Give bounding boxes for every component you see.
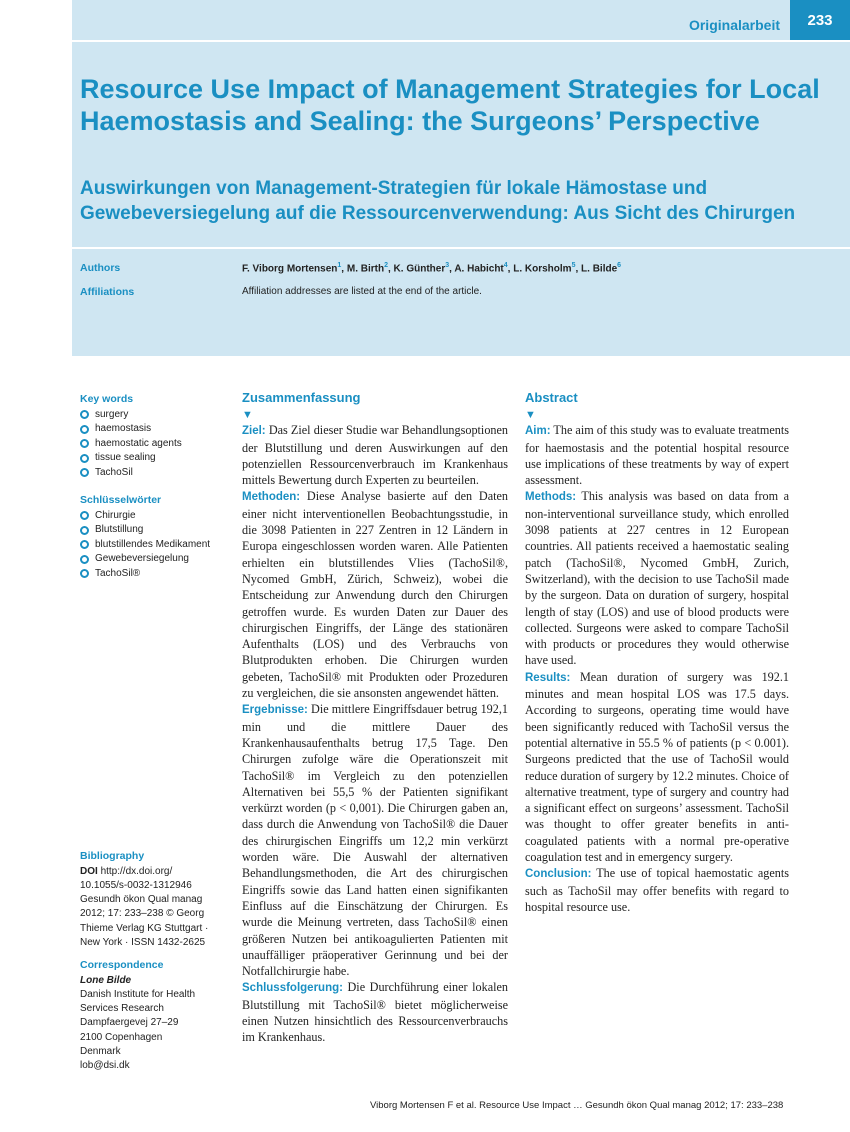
keyword-item (80, 552, 240, 567)
author-affiliation-number: 3 (445, 262, 450, 269)
section-label: Ergebnisse: (242, 704, 308, 717)
schlussel-list (80, 509, 240, 582)
keyword-item (80, 567, 240, 582)
author-affiliation-number: 4 (503, 262, 508, 269)
schlussel-title: Schlüsselwörter (80, 494, 162, 506)
abstract-paragraph (525, 422, 789, 488)
abstract-heading: Abstract (525, 390, 578, 405)
abstract-paragraph (242, 488, 508, 701)
correspondence-title: Correspondence (80, 959, 164, 971)
bibliography-line: New York · ISSN 1432-2625 (80, 936, 206, 948)
keywords-list (80, 408, 240, 481)
author-affiliation-number: 1 (337, 262, 342, 269)
keyword-text: TachoSil (95, 466, 133, 478)
bullet-icon (80, 569, 89, 578)
section-text: Diese Analyse basierte auf den Daten einer nicht interventionellen Beobachtungsstudie, in die 3098 Patienten in 227 Zentren in 12 Ländern in Europa eingeschlossen worden waren. Alle Patienten erhielten ein blutstillendes Vlies (TachoSil®, Nycomed GmbH, Zürich, Schweiz), wobei die Entscheidung zur Anwendung durch den Chirurgen getroffen wurde. Es wurden Daten zur Dauer des chirurgischen Eingriffs, der Länge des stationären Aufenthalts (LOS) und des Verbrauchs von Blutprodukten erhoben. Die Chirurgen wurden gebeten, TachoSil® mit Produkten oder Prozeduren zu vergleichen, die sie ansonsten angewendet hätten. (242, 489, 508, 701)
section-text: Die mittlere Eingriffsdauer betrug 192,1 min und die mittlere Dauer des Krankenhausaufenthalts betrug 17,5 Tage. Den Chirurgen zufolge wäre die Operationszeit mit TachoSil® im Vergleich zu den potenziellen Alternativen bei 55,5 % der Patienten signifikant verkürzt worden (p < 0,001). Die Chirurgen gaben an, dass durch die Anwendung von TachoSil® die Dauer des chirurgischen Eingriffs um 12,2 min verkürzt worden wäre. Die Auswahl der alternativen Behandlungsmethoden, die Art des chirurgischen Eingriffs sowie das Land hatten einen signifikanten Einfluss auf die Einschätzung der Chirurgen. Es wurde die Meinung vertreten, dass TachoSil® einen größeren Nutzen bei antikoagulierten Patienten mit unauffälliger präoperativer Gerinnung und bei der Notfallchirurgie habe. (242, 702, 508, 979)
triangle-down-icon: ▼ (242, 409, 253, 422)
section-label: Methods: (525, 491, 577, 504)
keyword-item (80, 466, 240, 481)
abstract-paragraph (242, 422, 508, 488)
zusammenfassung-heading: Zusammenfassung (242, 390, 361, 405)
keyword-item (80, 509, 240, 524)
footer-citation: Viborg Mortensen F et al. Resource Use Impact … Gesundh ökon Qual manag 2012; 17: 233–238 (370, 1100, 784, 1111)
author-affiliation-number: 2 (384, 262, 388, 269)
keyword-item (80, 523, 240, 538)
keyword-text: haemostatic agents (95, 437, 182, 449)
bibliography-line: 10.1055/s-0032-1312946 (80, 879, 192, 891)
section-label: Methoden: (242, 491, 301, 504)
section-label: Aim: (525, 425, 551, 438)
bullet-icon (80, 555, 89, 564)
abstract-paragraph (525, 669, 789, 866)
bullet-icon (80, 468, 89, 477)
correspondence-block (80, 958, 240, 1074)
correspondence-line: Denmark (80, 1045, 121, 1057)
keywords-block (80, 392, 240, 480)
bibliography-line: 2012; 17: 233–238 © Georg (80, 908, 205, 920)
triangle-down-icon: ▼ (525, 409, 536, 422)
keyword-text: tissue sealing (95, 452, 156, 463)
authors-list: F. Viborg Mortensen$^1$, M. Birth$^2$, K. Günther$^3$, A. Habicht$^4$, L. Korsholm$^5$, L. Bilde$^6$ (242, 262, 622, 275)
bibliography-title: Bibliography (80, 850, 145, 862)
authors-label: Authors (80, 262, 121, 274)
keyword-text: blutstillendes Medikament (95, 538, 211, 550)
article-subtitle: Auswirkungen von Management-Strategien für lokale Hämostase und Gewebeversiegelung auf die Ressourcenverwendung: Aus Sicht des Chirurgen (80, 178, 796, 224)
author: F. Viborg Mortensen (242, 263, 338, 275)
author-affiliation-number: 5 (571, 262, 576, 269)
section-label: Ziel: (242, 425, 266, 438)
section-text: The aim of this study was to evaluate treatments for haemostasis and the potential hospital resource use implications of these treatments by way of expert assessment. (525, 423, 790, 488)
bullet-icon (80, 410, 89, 419)
author: K. Günther (393, 263, 446, 275)
affiliations-text: Affiliation addresses are listed at the end of the article. (242, 286, 482, 297)
author: L. Bilde (581, 263, 618, 275)
bibliography-line: Gesundh ökon Qual manag (80, 894, 203, 906)
correspondence-email[interactable]: lob@dsi.dk (80, 1060, 130, 1072)
keyword-text: haemostasis (95, 423, 152, 434)
bullet-icon (80, 439, 89, 448)
section-label: Schlussfolgerung: (242, 982, 343, 995)
author: L. Korsholm (513, 263, 572, 275)
keyword-item (80, 451, 240, 466)
correspondence-line: 2100 Copenhagen (80, 1031, 163, 1043)
section-text: The use of topical haemostatic agents such as TachoSil may offer benefits with regard to hospital resource use. (525, 866, 789, 914)
band-divider (72, 247, 850, 249)
schlussel-block (80, 493, 240, 581)
keyword-item (80, 538, 240, 553)
section-text: Die Durchführung einer lokalen Blutstillung mit TachoSil® bietet möglicherweise einen Nutzen hinsichtlich des Ressourcenverbrauchs im Krankenhaus. (242, 980, 508, 1045)
keyword-item (80, 408, 240, 423)
keyword-item (80, 422, 240, 437)
section-label: Conclusion: (525, 868, 592, 881)
abstract-paragraph (525, 865, 789, 915)
section-text: Mean duration of surgery was 192.1 minutes and mean hospital LOS was 17.5 days. According to surgeons, operating time would have been significantly reduced with TachoSil versus the potential alternative in 55.5 % of patients (p < 0.001). Surgeons predicted that the use of TachoSil would reduce duration of surgery by 12.2 minutes. Choice of alternative treatment, type of surgery and country had a significant effect on surgeons’ assessment. TachoSil was thought to offer greater benefits in anti-coagulated patients with a normal pre-operative coagulation test and in emergency surgery. (525, 669, 790, 865)
correspondence-line: Danish Institute for Health (80, 988, 196, 1000)
page-number: 233 (790, 0, 850, 40)
correspondence-line: Dampfaergevej 27–29 (80, 1017, 179, 1029)
keyword-text: Gewebeversiegelung (95, 553, 189, 564)
bullet-icon (80, 526, 89, 535)
bibliography-line: Thieme Verlag KG Stuttgart · (80, 922, 209, 934)
abstract-paragraph (525, 488, 789, 668)
doi-label: DOI (80, 865, 98, 877)
keyword-text: Blutstillung (95, 524, 144, 535)
correspondence-name: Lone Bilde (80, 974, 132, 986)
keywords-title: Key words (80, 393, 134, 405)
abstract-paragraph (242, 979, 508, 1045)
bullet-icon (80, 425, 89, 434)
abstract-paragraph (242, 701, 508, 979)
section-label: Originalarbeit (688, 17, 780, 33)
article-title: Resource Use Impact of Management Strategies for Local Haemostasis and Sealing: the Surgeons’ Perspective (80, 74, 820, 136)
section-text: This analysis was based on data from a non-interventional surveillance study, which enrolled 3098 patients at 227 centres in 12 European countries. All patients received a haemostatic sealing patch (TachoSil®, Nycomed GmbH, Zurich, Switzerland), with the decision to use TachoSil made by the surgeon. Data on duration of surgery, hospital length of stay (LOS) and use of blood products were collected. Surgeons were asked to compare TachoSil with products or procedures they would otherwise have used. (525, 489, 789, 668)
doi-link[interactable]: http://dx.doi.org/ (100, 865, 173, 877)
correspondence-line: Services Research (80, 1003, 164, 1015)
bibliography-block (80, 849, 240, 950)
keyword-text: TachoSil® (95, 567, 141, 579)
zusammenfassung-column (242, 390, 508, 1046)
bullet-icon (80, 454, 89, 463)
author-affiliation-number: 6 (617, 262, 622, 269)
section-label: Results: (525, 671, 571, 684)
correspondence-text (80, 974, 240, 1074)
keyword-text: surgery (95, 408, 129, 420)
author: M. Birth (346, 263, 385, 275)
affiliations-label: Affiliations (80, 286, 135, 298)
abstract-column (525, 390, 789, 915)
keyword-item (80, 437, 240, 452)
section-text: Das Ziel dieser Studie war Behandlungsoptionen der Blutstillung und deren Auswirkungen auf den potenziellen Ressourcenverbrauch im Krankenhaus mittels Bewertung durch Experten zu beurteilen. (242, 423, 509, 488)
author: A. Habicht (454, 263, 504, 275)
bullet-icon (80, 540, 89, 549)
bibliography-text (80, 865, 240, 951)
top-strip (72, 0, 850, 42)
bullet-icon (80, 511, 89, 520)
keyword-text: Chirurgie (95, 509, 136, 521)
